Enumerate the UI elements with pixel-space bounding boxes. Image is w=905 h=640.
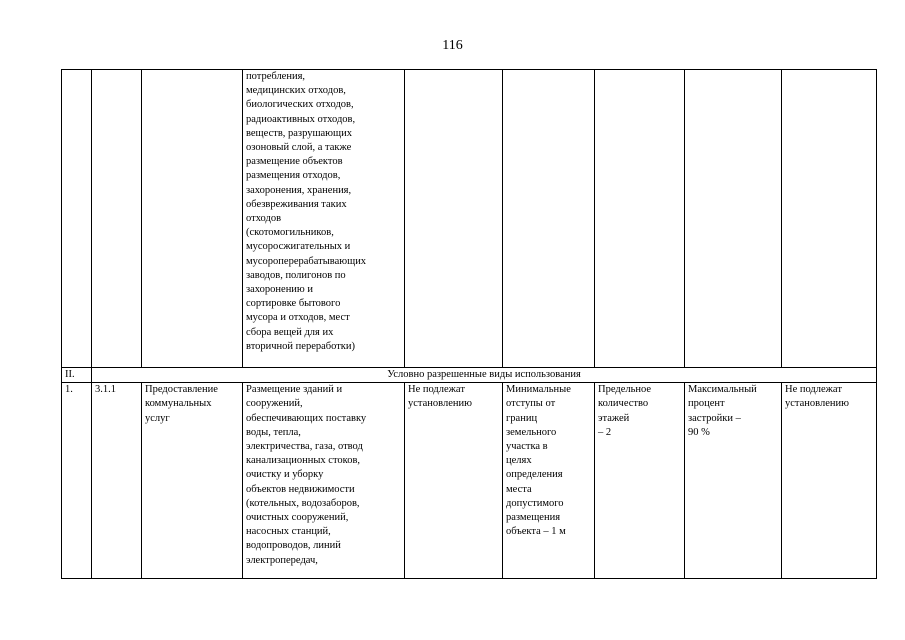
- section-number: II.: [62, 368, 92, 383]
- section-row: [62, 368, 877, 383]
- page-number: 116: [442, 38, 463, 53]
- cell-code: [92, 70, 142, 368]
- row-floors: Предельное количество этажей – 2: [595, 383, 685, 579]
- cell-floors: [595, 70, 685, 368]
- table-row: [62, 383, 877, 579]
- cell-num: [62, 70, 92, 368]
- continuation-row: [62, 70, 877, 368]
- cell-other: [782, 70, 877, 368]
- row-coverage: Максимальный процент застройки – 90 %: [685, 383, 782, 579]
- cell-name: [142, 70, 243, 368]
- cell-plot-size: [405, 70, 503, 368]
- cell-setbacks: [503, 70, 595, 368]
- cell-description: потребления, медицинских отходов, биологических отходов, радиоактивных отходов, веществ, разрушающих озоновый слой, а также размещение объектов размещения отходов, захоронения, хранения, обезвреживания таких отходов (скотомогильников, мусоросжигательных и мусороперерабатывающих заводов, полигонов по захоронению и сортировке бытового мусора и отходов, мест сбора вещей для их вторичной переработки): [243, 70, 405, 368]
- land-use-table: [61, 69, 877, 579]
- cell-coverage: [685, 70, 782, 368]
- row-other: Не подлежат установлению: [782, 383, 877, 579]
- row-name: Предоставление коммунальных услуг: [142, 383, 243, 579]
- row-plot-size: Не подлежат установлению: [405, 383, 503, 579]
- row-code: 3.1.1: [92, 383, 142, 579]
- row-setbacks: Минимальные отступы от границ земельного участка в целях определения места допустимого размещения объекта – 1 м: [503, 383, 595, 579]
- row-description: Размещение зданий и сооружений, обеспечивающих поставку воды, тепла, электричества, газа, отвод канализационных стоков, очистку и уборку объектов недвижимости (котельных, водозаборов, очистных сооружений, насосных станций, водопроводов, линий электропередач,: [243, 383, 405, 579]
- section-title: Условно разрешенные виды использования: [92, 368, 877, 383]
- row-number: 1.: [62, 383, 92, 579]
